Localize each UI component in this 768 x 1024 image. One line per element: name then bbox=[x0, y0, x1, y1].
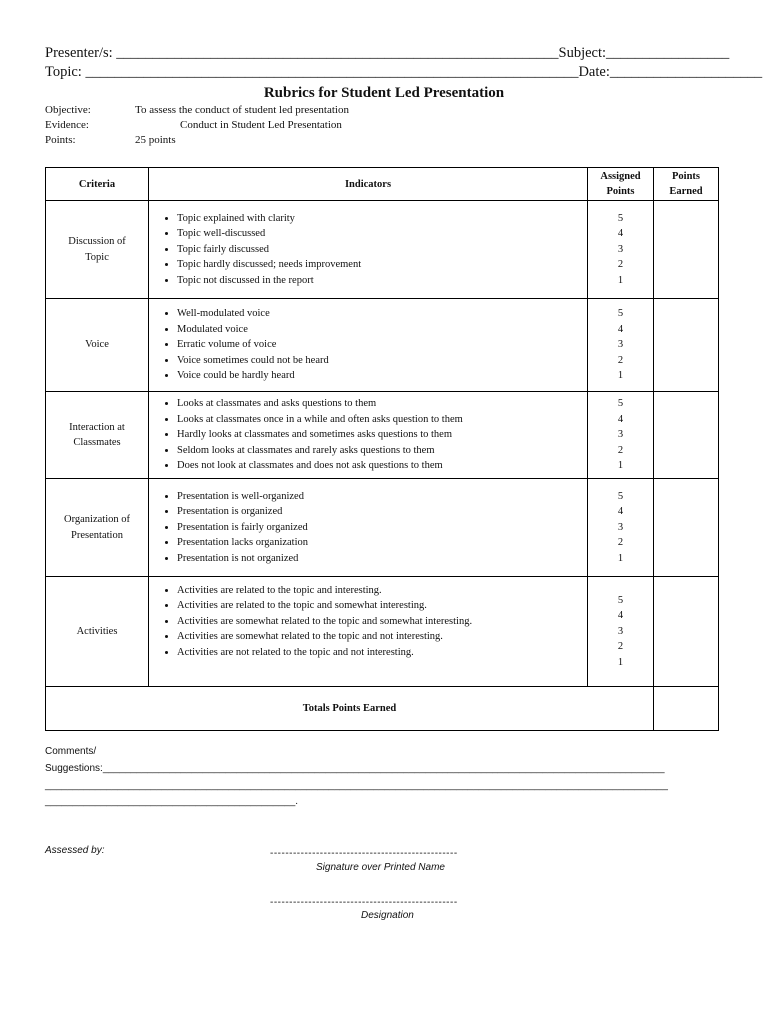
suggestions-line[interactable]: Suggestions:_____________________________________________________________________________________________________ bbox=[45, 763, 665, 774]
table-header-row bbox=[46, 168, 719, 201]
indicator-item: • Looks at classmates once in a while and often asks question to them bbox=[177, 412, 587, 427]
objective-value: To assess the conduct of student led presentation bbox=[135, 104, 349, 116]
assessed-by-label: Assessed by: bbox=[45, 845, 105, 856]
assigned-points-cell: 5 4 3 2 1 bbox=[588, 479, 654, 577]
assigned-points-cell: 5 4 3 2 1 bbox=[588, 577, 654, 687]
comments-label: Comments/ bbox=[45, 746, 97, 757]
table-row bbox=[46, 479, 719, 577]
criteria-cell: Voice bbox=[46, 299, 149, 392]
assigned-points-cell: 5 4 3 2 1 bbox=[588, 392, 654, 479]
assigned-points-cell: 5 4 3 2 1 bbox=[588, 299, 654, 392]
table-row bbox=[46, 392, 719, 479]
indicator-item: • Looks at classmates and asks questions to them bbox=[177, 396, 587, 411]
indicator-item: • Voice could be hardly heard bbox=[177, 368, 587, 383]
comments-line-2[interactable]: ________________________________________________________________________________________________________________ bbox=[45, 780, 668, 791]
points-earned-cell[interactable] bbox=[654, 392, 719, 479]
presenter-subject-line[interactable]: Presenter/s: _____________________________________________________________Subject:_________________ bbox=[45, 45, 730, 61]
indicator-item: • Topic explained with clarity bbox=[177, 211, 587, 226]
criteria-cell: Interaction at Classmates bbox=[46, 392, 149, 479]
points-earned-cell[interactable] bbox=[654, 577, 719, 687]
indicators-cell bbox=[149, 201, 588, 299]
indicators-cell bbox=[149, 392, 588, 479]
assigned-points-header: Assigned Points bbox=[588, 168, 654, 201]
designation-line[interactable]: ------------------------------------------------- bbox=[270, 897, 458, 908]
rubric-table bbox=[45, 167, 719, 731]
indicator-item: • Erratic volume of voice bbox=[177, 337, 587, 352]
points-row bbox=[45, 134, 176, 146]
comments-line-3[interactable]: _____________________________________________. bbox=[45, 796, 299, 807]
indicator-item: • Presentation lacks organization bbox=[177, 535, 587, 550]
evidence-value: Conduct in Student Led Presentation bbox=[180, 119, 342, 131]
indicators-cell bbox=[149, 577, 588, 687]
indicator-item: • Voice sometimes could not be heard bbox=[177, 353, 587, 368]
indicator-item: • Does not look at classmates and does not ask questions to them bbox=[177, 458, 587, 473]
assigned-points-cell: 5 4 3 2 1 bbox=[588, 201, 654, 299]
points-label: Points: bbox=[45, 134, 76, 146]
criteria-cell: Discussion of Topic bbox=[46, 201, 149, 299]
indicator-item: • Topic well-discussed bbox=[177, 226, 587, 241]
indicator-item: • Topic hardly discussed; needs improvement bbox=[177, 257, 587, 272]
totals-earned-cell[interactable] bbox=[654, 687, 719, 731]
table-row bbox=[46, 201, 719, 299]
criteria-cell: Activities bbox=[46, 577, 149, 687]
indicator-item: • Activities are somewhat related to the topic and not interesting. bbox=[177, 629, 587, 644]
indicator-item: • Well-modulated voice bbox=[177, 306, 587, 321]
indicator-item: • Topic not discussed in the report bbox=[177, 273, 587, 288]
points-earned-cell[interactable] bbox=[654, 201, 719, 299]
designation-caption: Designation bbox=[361, 910, 414, 921]
indicator-item: • Seldom looks at classmates and rarely asks questions to them bbox=[177, 443, 587, 458]
criteria-cell: Organization of Presentation bbox=[46, 479, 149, 577]
indicators-header: Indicators bbox=[149, 168, 588, 201]
indicator-item: • Activities are somewhat related to the topic and somewhat interesting. bbox=[177, 614, 587, 629]
objective-label: Objective: bbox=[45, 104, 91, 116]
points-earned-cell[interactable] bbox=[654, 299, 719, 392]
indicator-item: • Presentation is organized bbox=[177, 504, 587, 519]
evidence-label: Evidence: bbox=[45, 119, 89, 131]
points-earned-header: Points Earned bbox=[654, 168, 719, 201]
signature-caption: Signature over Printed Name bbox=[316, 862, 445, 873]
indicator-item: • Topic fairly discussed bbox=[177, 242, 587, 257]
objective-row bbox=[45, 104, 349, 116]
table-row bbox=[46, 299, 719, 392]
points-earned-cell[interactable] bbox=[654, 479, 719, 577]
evidence-row bbox=[45, 119, 342, 131]
indicator-item: • Hardly looks at classmates and sometimes asks questions to them bbox=[177, 427, 587, 442]
indicator-item: • Presentation is fairly organized bbox=[177, 520, 587, 535]
totals-row bbox=[46, 687, 719, 731]
criteria-header: Criteria bbox=[46, 168, 149, 201]
signature-line[interactable]: ------------------------------------------------- bbox=[270, 848, 458, 859]
indicator-item: • Modulated voice bbox=[177, 322, 587, 337]
totals-label: Totals Points Earned bbox=[46, 687, 654, 731]
indicator-item: • Activities are not related to the topic and not interesting. bbox=[177, 645, 587, 660]
points-value: 25 points bbox=[135, 134, 176, 146]
table-row bbox=[46, 577, 719, 687]
indicators-cell bbox=[149, 299, 588, 392]
indicator-item: • Activities are related to the topic and somewhat interesting. bbox=[177, 598, 587, 613]
document-title: Rubrics for Student Led Presentation bbox=[263, 85, 505, 101]
indicator-item: • Presentation is well-organized bbox=[177, 489, 587, 504]
indicator-item: • Presentation is not organized bbox=[177, 551, 587, 566]
indicator-item: • Activities are related to the topic and interesting. bbox=[177, 583, 587, 598]
topic-date-line[interactable]: Topic: ____________________________________________________________________Date:_____________________ bbox=[45, 64, 763, 80]
indicators-cell bbox=[149, 479, 588, 577]
